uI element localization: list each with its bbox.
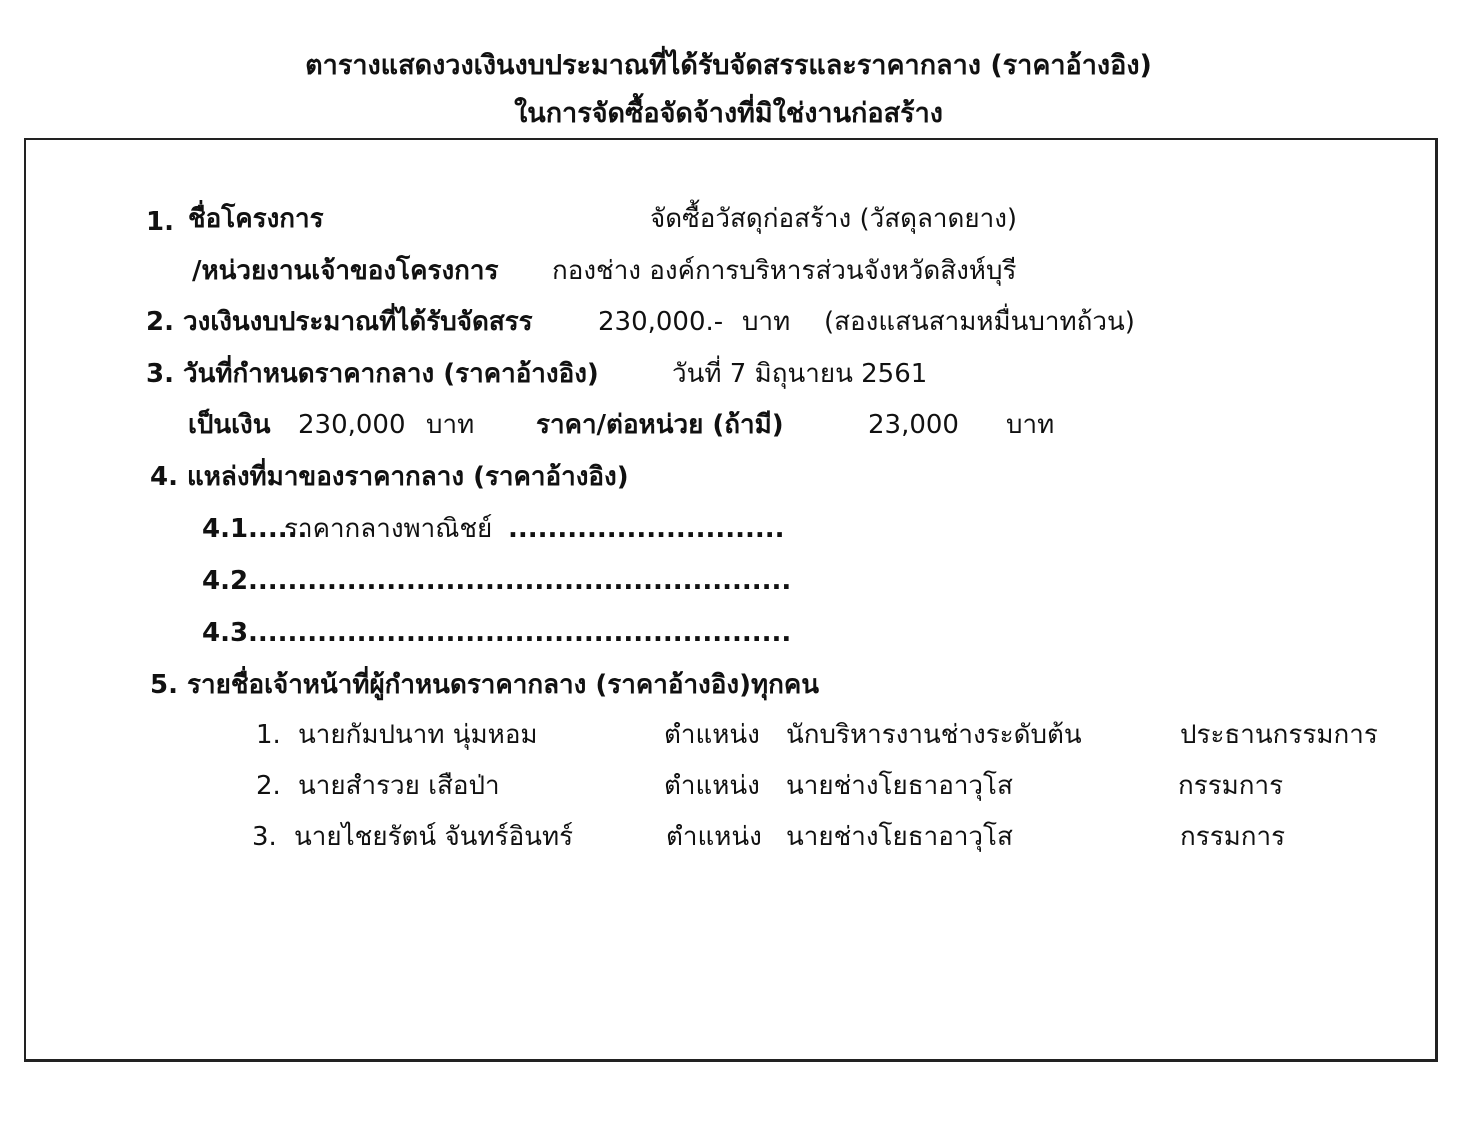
source-number: 4.2 [202, 566, 249, 596]
member-position: นายช่างโยธาอาวุโส [786, 771, 1013, 801]
document-title-line2: ในการจัดซื้อจัดจ้างที่มิใช่งานก่อสร้าง [514, 98, 943, 129]
item1-label: ชื่อโครงการ [188, 204, 324, 234]
source-number: 4.3 [202, 618, 249, 648]
member-name: นายกัมปนาท นุ่มหอม [298, 720, 538, 750]
member-number: 3. [252, 822, 277, 852]
item3-label: 3. วันที่กำหนดราคากลาง (ราคาอ้างอิง) [146, 359, 599, 389]
member-role: ประธานกรรมการ [1180, 720, 1378, 750]
item2-label: 2. วงเงินงบประมาณที่ได้รับจัดสรร [146, 307, 533, 337]
unit-price-label: ราคา/ต่อหน่วย (ถ้ามี) [536, 410, 784, 440]
budget-in-words: (สองแสนสามหมื่นบาทถ้วน) [824, 307, 1135, 337]
reference-amount: 230,000 [298, 410, 406, 440]
member-number: 2. [256, 771, 281, 801]
item4-label: 4. แหล่งที่มาของราคากลาง (ราคาอ้างอิง) [150, 462, 629, 492]
budget-unit: บาท [742, 307, 791, 337]
member-name: นายไชยรัตน์ จันทร์อินทร์ [294, 822, 574, 852]
item5-label: 5. รายชื่อเจ้าหน้าที่ผู้กำหนดราคากลาง (ราคาอ้างอิง)ทุกคน [150, 670, 819, 700]
reference-date: วันที่ 7 มิถุนายน 2561 [672, 359, 928, 389]
member-name: นายสำรวย เสือป่า [298, 771, 500, 801]
member-position-label: ตำแหน่ง [666, 822, 762, 852]
member-number: 1. [256, 720, 281, 750]
member-role: กรรมการ [1180, 822, 1286, 852]
unit-price-unit: บาท [1006, 410, 1055, 440]
member-position: นายช่างโยธาอาวุโส [786, 822, 1013, 852]
unit-price: 23,000 [868, 410, 959, 440]
reference-amount-unit: บาท [426, 410, 475, 440]
project-name: จัดซื้อวัสดุก่อสร้าง (วัสดุลาดยาง) [650, 204, 1018, 234]
amount-label: เป็นเงิน [188, 410, 271, 440]
owner-label: /หน่วยงานเจ้าของโครงการ [192, 256, 499, 286]
source-dots: ............................ [508, 514, 785, 544]
member-position: นักบริหารงานช่างระดับต้น [786, 720, 1082, 750]
source-text: ราคากลางพาณิชย์ [284, 514, 493, 544]
member-position-label: ตำแหน่ง [664, 720, 760, 750]
source-dots: ....................................................... [248, 566, 792, 596]
item1-number: 1. [146, 207, 174, 237]
source-dots: ....................................................... [248, 618, 792, 648]
member-position-label: ตำแหน่ง [664, 771, 760, 801]
member-role: กรรมการ [1178, 771, 1284, 801]
owner-name: กองช่าง องค์การบริหารส่วนจังหวัดสิงห์บุรี [552, 256, 1017, 286]
source-number: 4.1...... [202, 514, 308, 544]
budget-amount: 230,000.- [598, 307, 724, 337]
document-title-line1: ตารางแสดงวงเงินงบประมาณที่ได้รับจัดสรรและราคากลาง (ราคาอ้างอิง) [305, 50, 1152, 81]
